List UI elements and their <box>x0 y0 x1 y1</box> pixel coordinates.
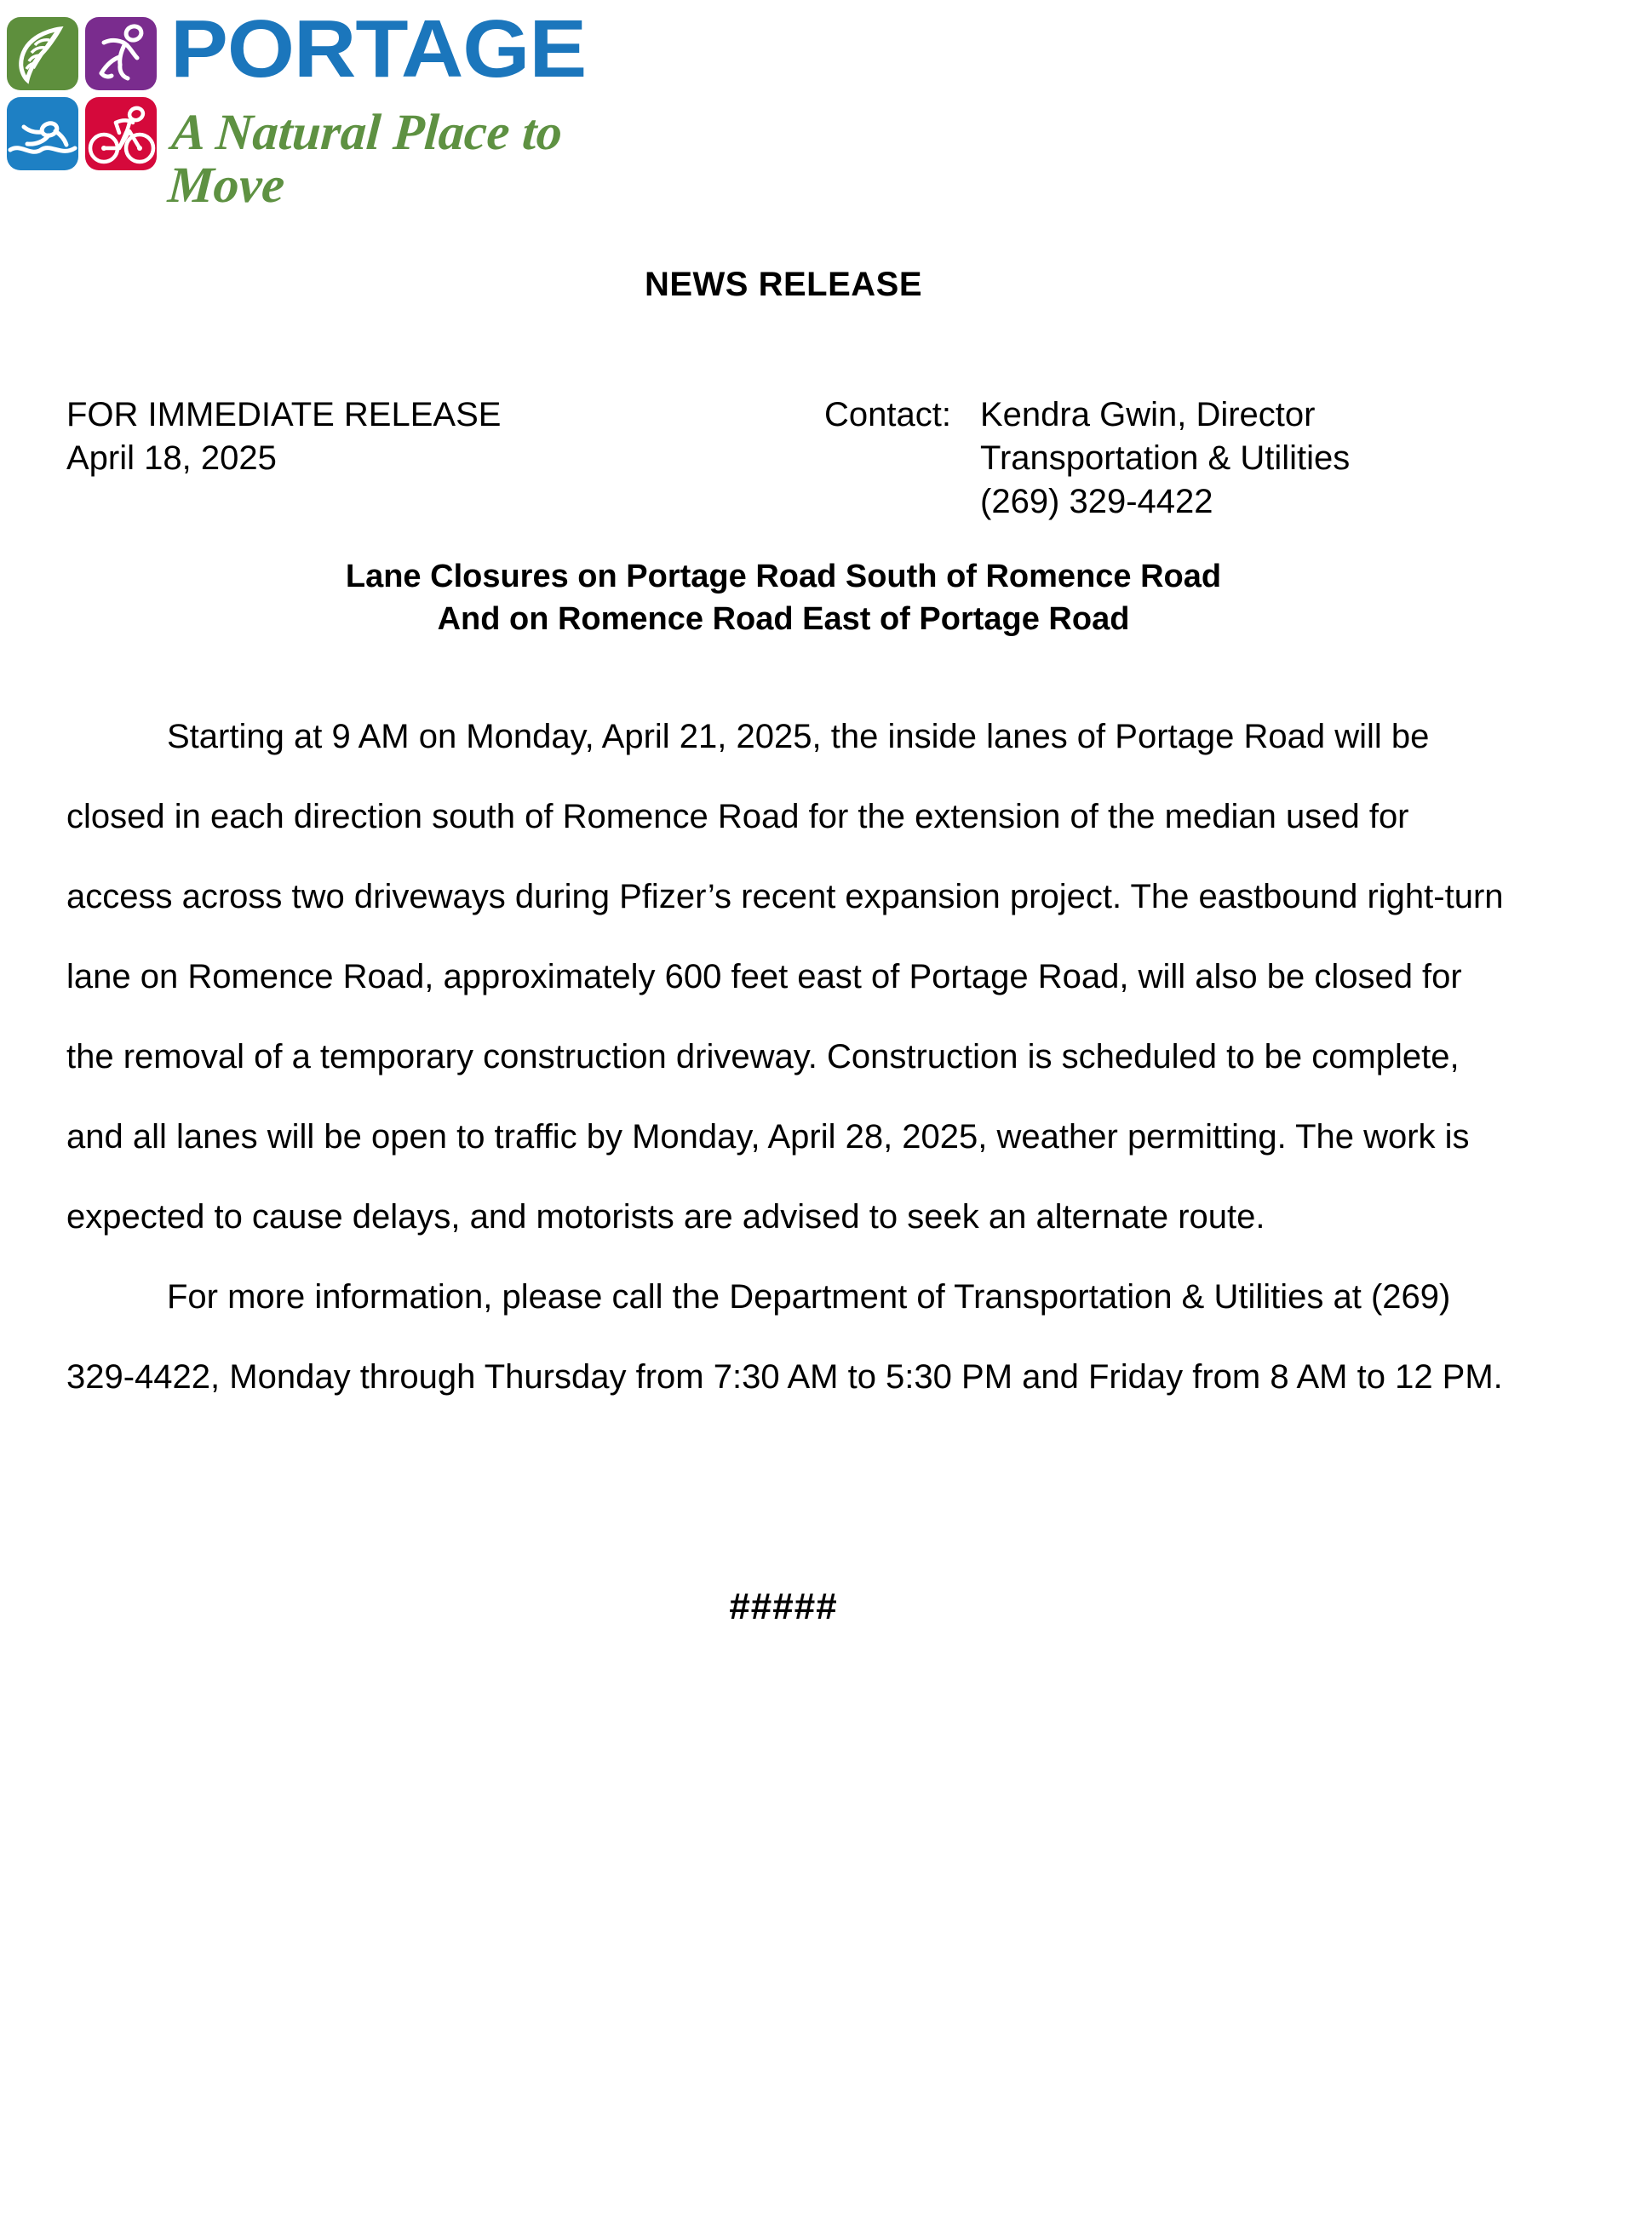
contact-phone: (269) 329-4422 <box>980 483 1213 520</box>
body-copy <box>66 697 1506 1417</box>
release-status-block <box>66 393 501 480</box>
paragraph-2: For more information, please call the Department of Transportation & Utilities at (269) 329-4422, Monday through Thursday from 7:30 AM to 5:30 PM and Friday from 8 AM to 12 PM. <box>66 1278 1503 1396</box>
paragraph-1: Starting at 9 AM on Monday, April 21, 2025, the inside lanes of Portage Road will be closed in each direction south of Romence Road for the extension of the median used for access across two driveways during Pfizer’s recent expansion project. The eastbound right-turn lane on Romence Road, approximately 600 feet east of Portage Road, will also be closed for the removal of a temporary construction driveway. Construction is scheduled to be complete, and all lanes will be open to traffic by Monday, April 28, 2025, weather permitting. The work is expected to cause delays, and motorists are advised to seek an alternate route. <box>66 718 1504 1236</box>
logo-tagline: A Natural Place to Move <box>166 104 565 213</box>
logo-icon-grid <box>7 17 158 172</box>
end-mark: ##### <box>729 1586 838 1627</box>
leaf-icon <box>7 17 78 90</box>
logo-wordmark: PORTAGE <box>170 3 587 95</box>
page-title: NEWS RELEASE <box>644 266 923 303</box>
portage-logo <box>3 3 651 213</box>
release-date: April 18, 2025 <box>66 439 277 477</box>
contact-label: Contact: <box>824 396 951 433</box>
contact-block <box>824 393 1350 524</box>
contact-details <box>980 393 1350 524</box>
subject-line-2: And on Romence Road East of Portage Road <box>437 601 1130 637</box>
contact-department: Transportation & Utilities <box>980 439 1351 477</box>
subject-line-1: Lane Closures on Portage Road South of Romence Road <box>345 559 1222 594</box>
release-status: FOR IMMEDIATE RELEASE <box>66 396 502 433</box>
cyclist-icon <box>85 97 157 170</box>
subject-heading <box>0 555 1567 640</box>
swimmer-icon <box>7 97 78 170</box>
runner-icon <box>85 17 157 90</box>
contact-name: Kendra Gwin, Director <box>980 396 1316 433</box>
